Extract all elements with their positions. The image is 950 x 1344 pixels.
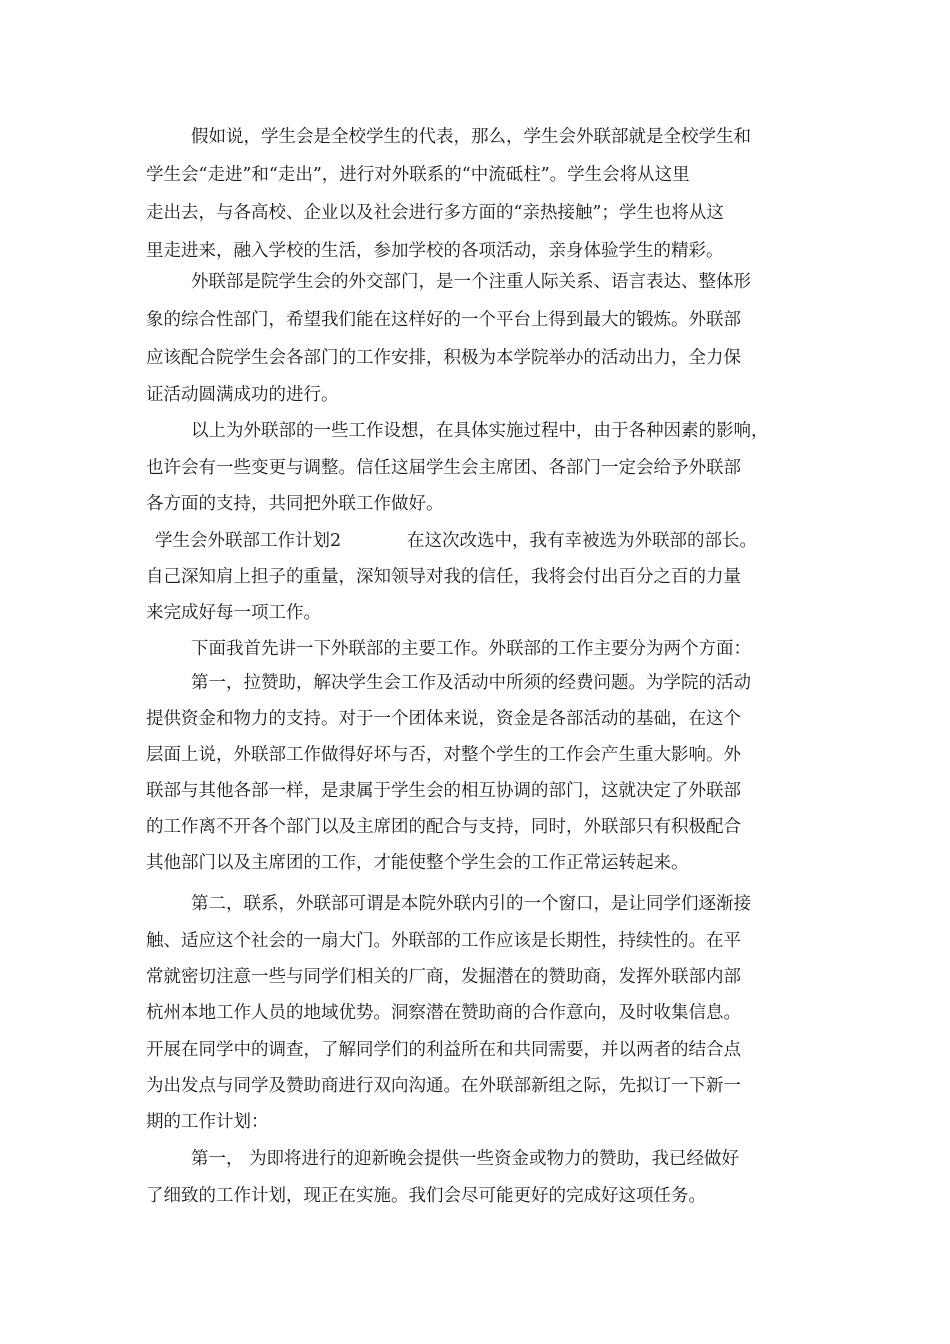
paragraph-line: 来完成好每一项工作。 — [146, 603, 321, 623]
paragraph-line: 假如说，学生会是全校学生的代表，那么，学生会外联部就是全校学生和 — [191, 127, 751, 147]
paragraph-line: 开展在同学中的调查，了解同学们的利益所在和共同需要，并以两者的结合点 — [146, 1040, 741, 1060]
paragraph-line: 外联部是院学生会的外交部门，是一个注重人际关系、语言表达、整体形 — [191, 272, 751, 292]
paragraph-line: 提供资金和物力的支持。对于一个团体来说，资金是各部活动的基础，在这个 — [146, 709, 741, 729]
paragraph-line: 其他部门以及主席团的工作，才能使整个学生会的工作正常运转起来。 — [146, 853, 689, 873]
section-heading: 学生会外联部工作计划2 — [155, 531, 342, 551]
paragraph-line: 期的工作计划： — [146, 1112, 269, 1132]
paragraph-line: 以上为外联部的一些工作设想，在具体实施过程中，由于各种因素的影响， — [191, 421, 769, 441]
paragraph-line: 在这次改选中，我有幸被选为外联部的部长。 — [407, 531, 757, 551]
paragraph-line: 层面上说，外联部工作做得好坏与否，对整个学生的工作会产生重大影响。外 — [146, 745, 741, 765]
paragraph-line: 里走进来，融入学校的生活，参加学校的各项活动，亲身体验学生的精彩。 — [146, 241, 724, 261]
paragraph-line: 杭州本地工作人员的地域优势。洞察潜在赞助商的合作意向，及时收集信息。 — [146, 1003, 741, 1023]
paragraph-line: 的工作离不开各个部门以及主席团的配合与支持，同时，外联部只有积极配合 — [146, 817, 741, 837]
paragraph-line: 应该配合院学生会各部门的工作安排，积极为本学院举办的活动出力，全力保 — [146, 348, 741, 368]
paragraph-line: 第一， 为即将进行的迎新晚会提供一些资金或物力的赞助，我已经做好 — [191, 1149, 740, 1169]
paragraph-line: 各方面的支持，共同把外联工作做好。 — [146, 494, 444, 514]
paragraph-line: 触、适应这个社会的一扇大门。外联部的工作应该是长期性，持续性的。在平 — [146, 931, 741, 951]
paragraph-line: 联部与其他各部一样，是隶属于学生会的相互协调的部门，这就决定了外联部 — [146, 781, 741, 801]
paragraph-line: 象的综合性部门，希望我们能在这样好的一个平台上得到最大的锻炼。外联部 — [146, 310, 741, 330]
paragraph-line: 为出发点与同学及赞助商进行双向沟通。在外联部新组之际，先拟订一下新一 — [146, 1076, 741, 1096]
paragraph-line: 了细致的工作计划，现正在实施。我们会尽可能更好的完成好这项任务。 — [146, 1186, 706, 1206]
paragraph-line: 下面我首先讲一下外联部的主要工作。外联部的工作主要分为两个方面： — [191, 639, 751, 659]
paragraph-line: 自己深知肩上担子的重量，深知领导对我的信任，我将会付出百分之百的力量 — [146, 567, 741, 587]
paragraph-line: 证活动圆满成功的进行。 — [146, 385, 339, 405]
paragraph-line: 学生会“走进”和“走出”，进行对外联系的“中流砥柱”。学生会将从这里 — [146, 165, 690, 185]
paragraph-line: 常就密切注意一些与同学们相关的厂商，发掘潜在的赞助商，发挥外联部内部 — [146, 967, 741, 987]
paragraph-line: 也许会有一些变更与调整。信任这届学生会主席团、各部门一定会给予外联部 — [146, 458, 741, 478]
paragraph-line: 第一，拉赞助，解决学生会工作及活动中所须的经费问题。为学院的活动 — [191, 673, 751, 693]
paragraph-line: 第二，联系，外联部可谓是本院外联内引的一个窗口，是让同学们逐渐接 — [191, 894, 751, 914]
paragraph-line: 走出去，与各高校、企业以及社会进行多方面的“亲热接触”；学生也将从这 — [146, 203, 724, 223]
